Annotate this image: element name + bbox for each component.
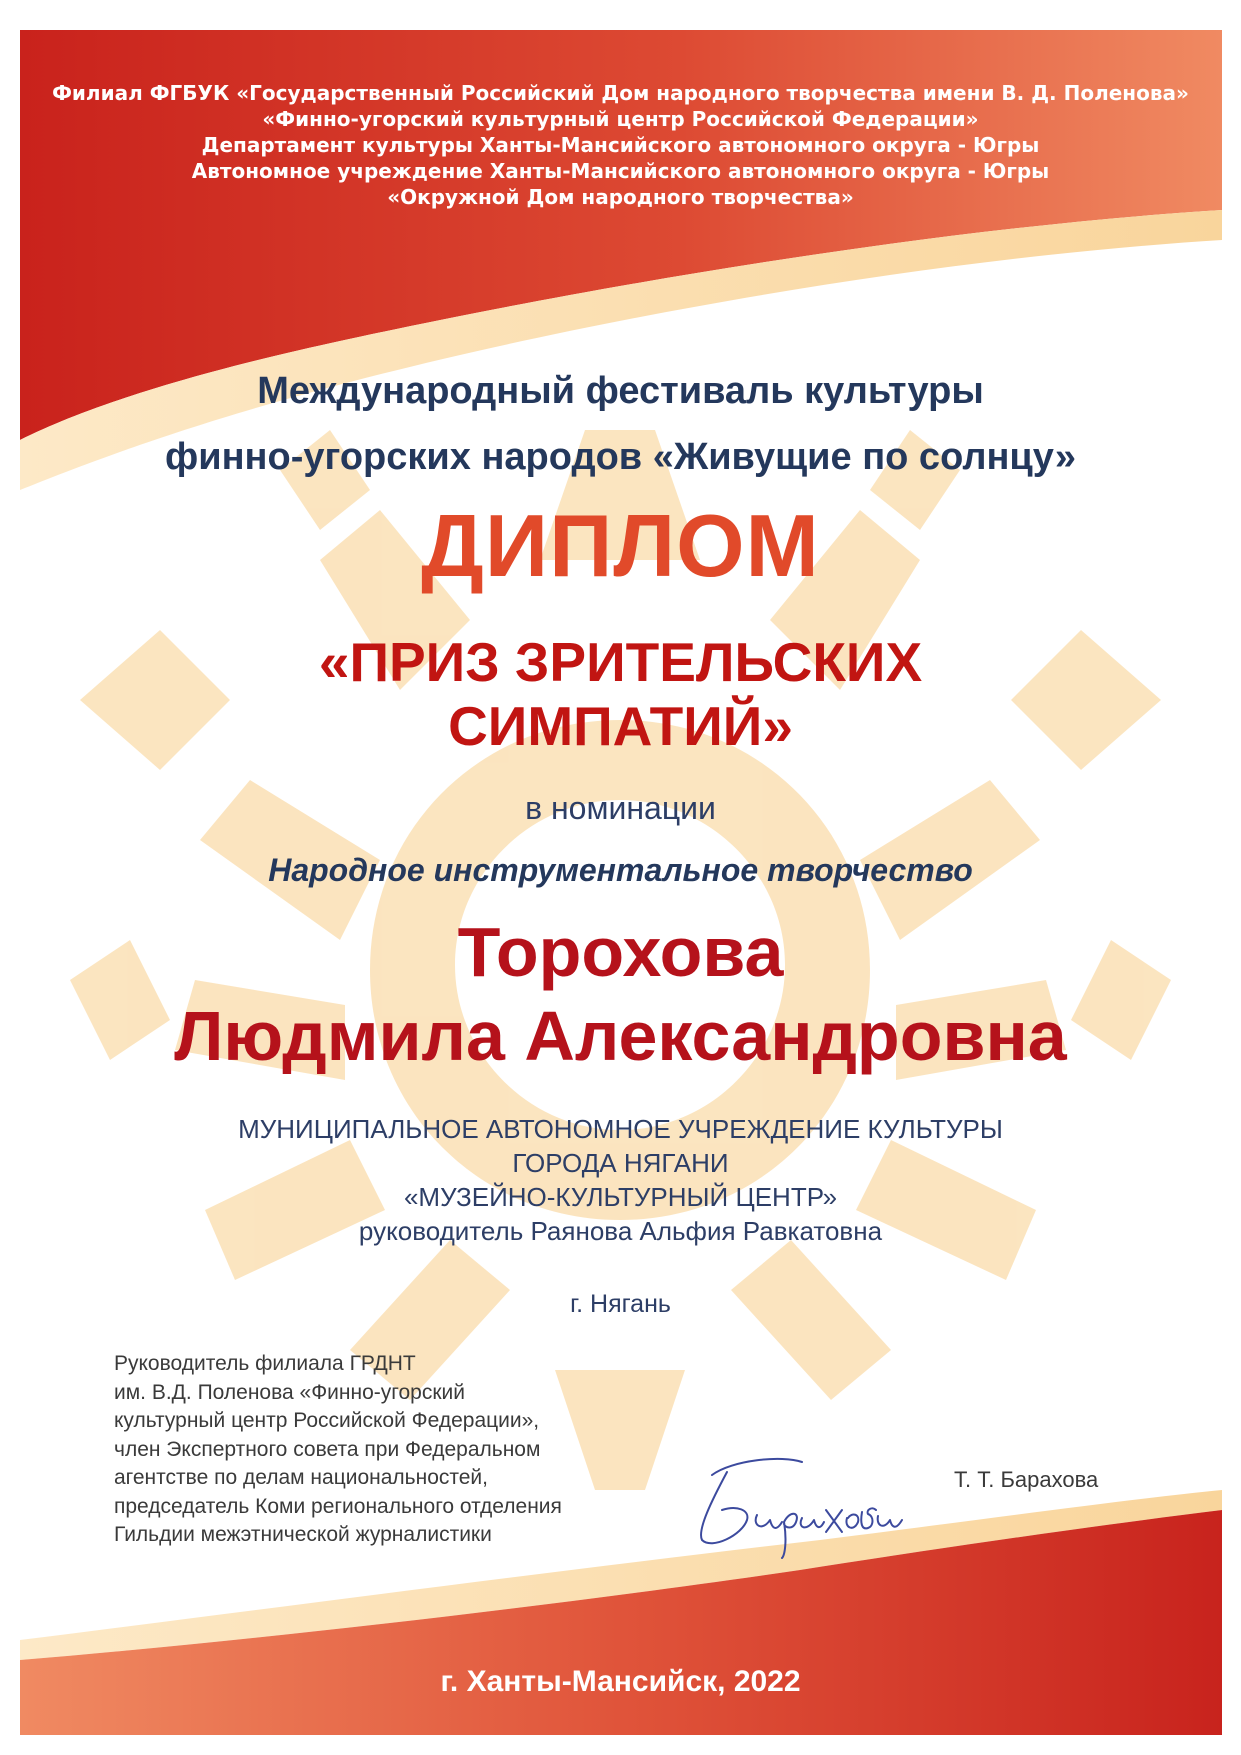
institution-line: МУНИЦИПАЛЬНОЕ АВТОНОМНОЕ УЧРЕЖДЕНИЕ КУЛЬТУРЫ [238, 1114, 1003, 1144]
festival-title [0, 358, 1241, 490]
organizer-line: Филиал ФГБУК «Государственный Российский Дом народного творчества имени В. Д. Поленова» [52, 81, 1189, 105]
recipient-name [0, 910, 1241, 1078]
signer-line: им. В.Д. Поленова «Финно-угорский [114, 1380, 465, 1404]
diploma-title: ДИПЛОМ [421, 496, 820, 595]
nomination-name: Народное инструментальное творчество [268, 852, 973, 888]
recipient-given-names: Людмила Александровна [174, 997, 1067, 1075]
prize-title [0, 630, 1241, 758]
organizer-line: «Финно-угорский культурный центр Российской Федерации» [262, 107, 979, 131]
prize-line-1: «ПРИЗ ЗРИТЕЛЬСКИХ [318, 631, 923, 693]
place-and-year: г. Ханты-Мансийск, 2022 [440, 1665, 801, 1698]
signer-name: Т. Т. Барахова [954, 1467, 1099, 1492]
institution-block [0, 1112, 1241, 1248]
signer-line: агентстве по делам национальностей, [114, 1466, 489, 1489]
signer-line: культурный центр Российской Федерации», [114, 1409, 540, 1432]
organizer-line: Автономное учреждение Ханты-Мансийского автономного округа - Югры [191, 159, 1050, 183]
organizer-line: Департамент культуры Ханты-Мансийского автономного округа - Югры [201, 133, 1040, 157]
festival-line-2: финно-угорских народов «Живущие по солнцу» [164, 436, 1077, 478]
signer-title [114, 1350, 674, 1550]
institution-head: руководитель Раянова Альфия Равкатовна [358, 1216, 883, 1246]
signer-line: председатель Коми регионального отделения [114, 1494, 562, 1518]
signer-line: член Экспертного совета при Федеральном [114, 1437, 541, 1461]
institution-line: ГОРОДА НЯГАНИ [512, 1148, 729, 1178]
signer-line: Гильдии межэтнической журналистики [114, 1523, 492, 1546]
nomination-label: в номинации [525, 790, 716, 826]
signer-line: Руководитель филиала ГРДНТ [114, 1352, 416, 1375]
handwritten-signature [672, 1440, 922, 1560]
institution-city: г. Нягань [570, 1290, 671, 1318]
festival-line-1: Международный фестиваль культуры [257, 370, 984, 412]
institution-line: «МУЗЕЙНО-КУЛЬТУРНЫЙ ЦЕНТР» [403, 1182, 838, 1212]
prize-line-2: СИМПАТИЙ» [448, 695, 793, 757]
organizers-header [0, 80, 1241, 210]
recipient-surname: Торохова [457, 913, 784, 991]
organizer-line: «Окружной Дом народного творчества» [387, 185, 854, 209]
